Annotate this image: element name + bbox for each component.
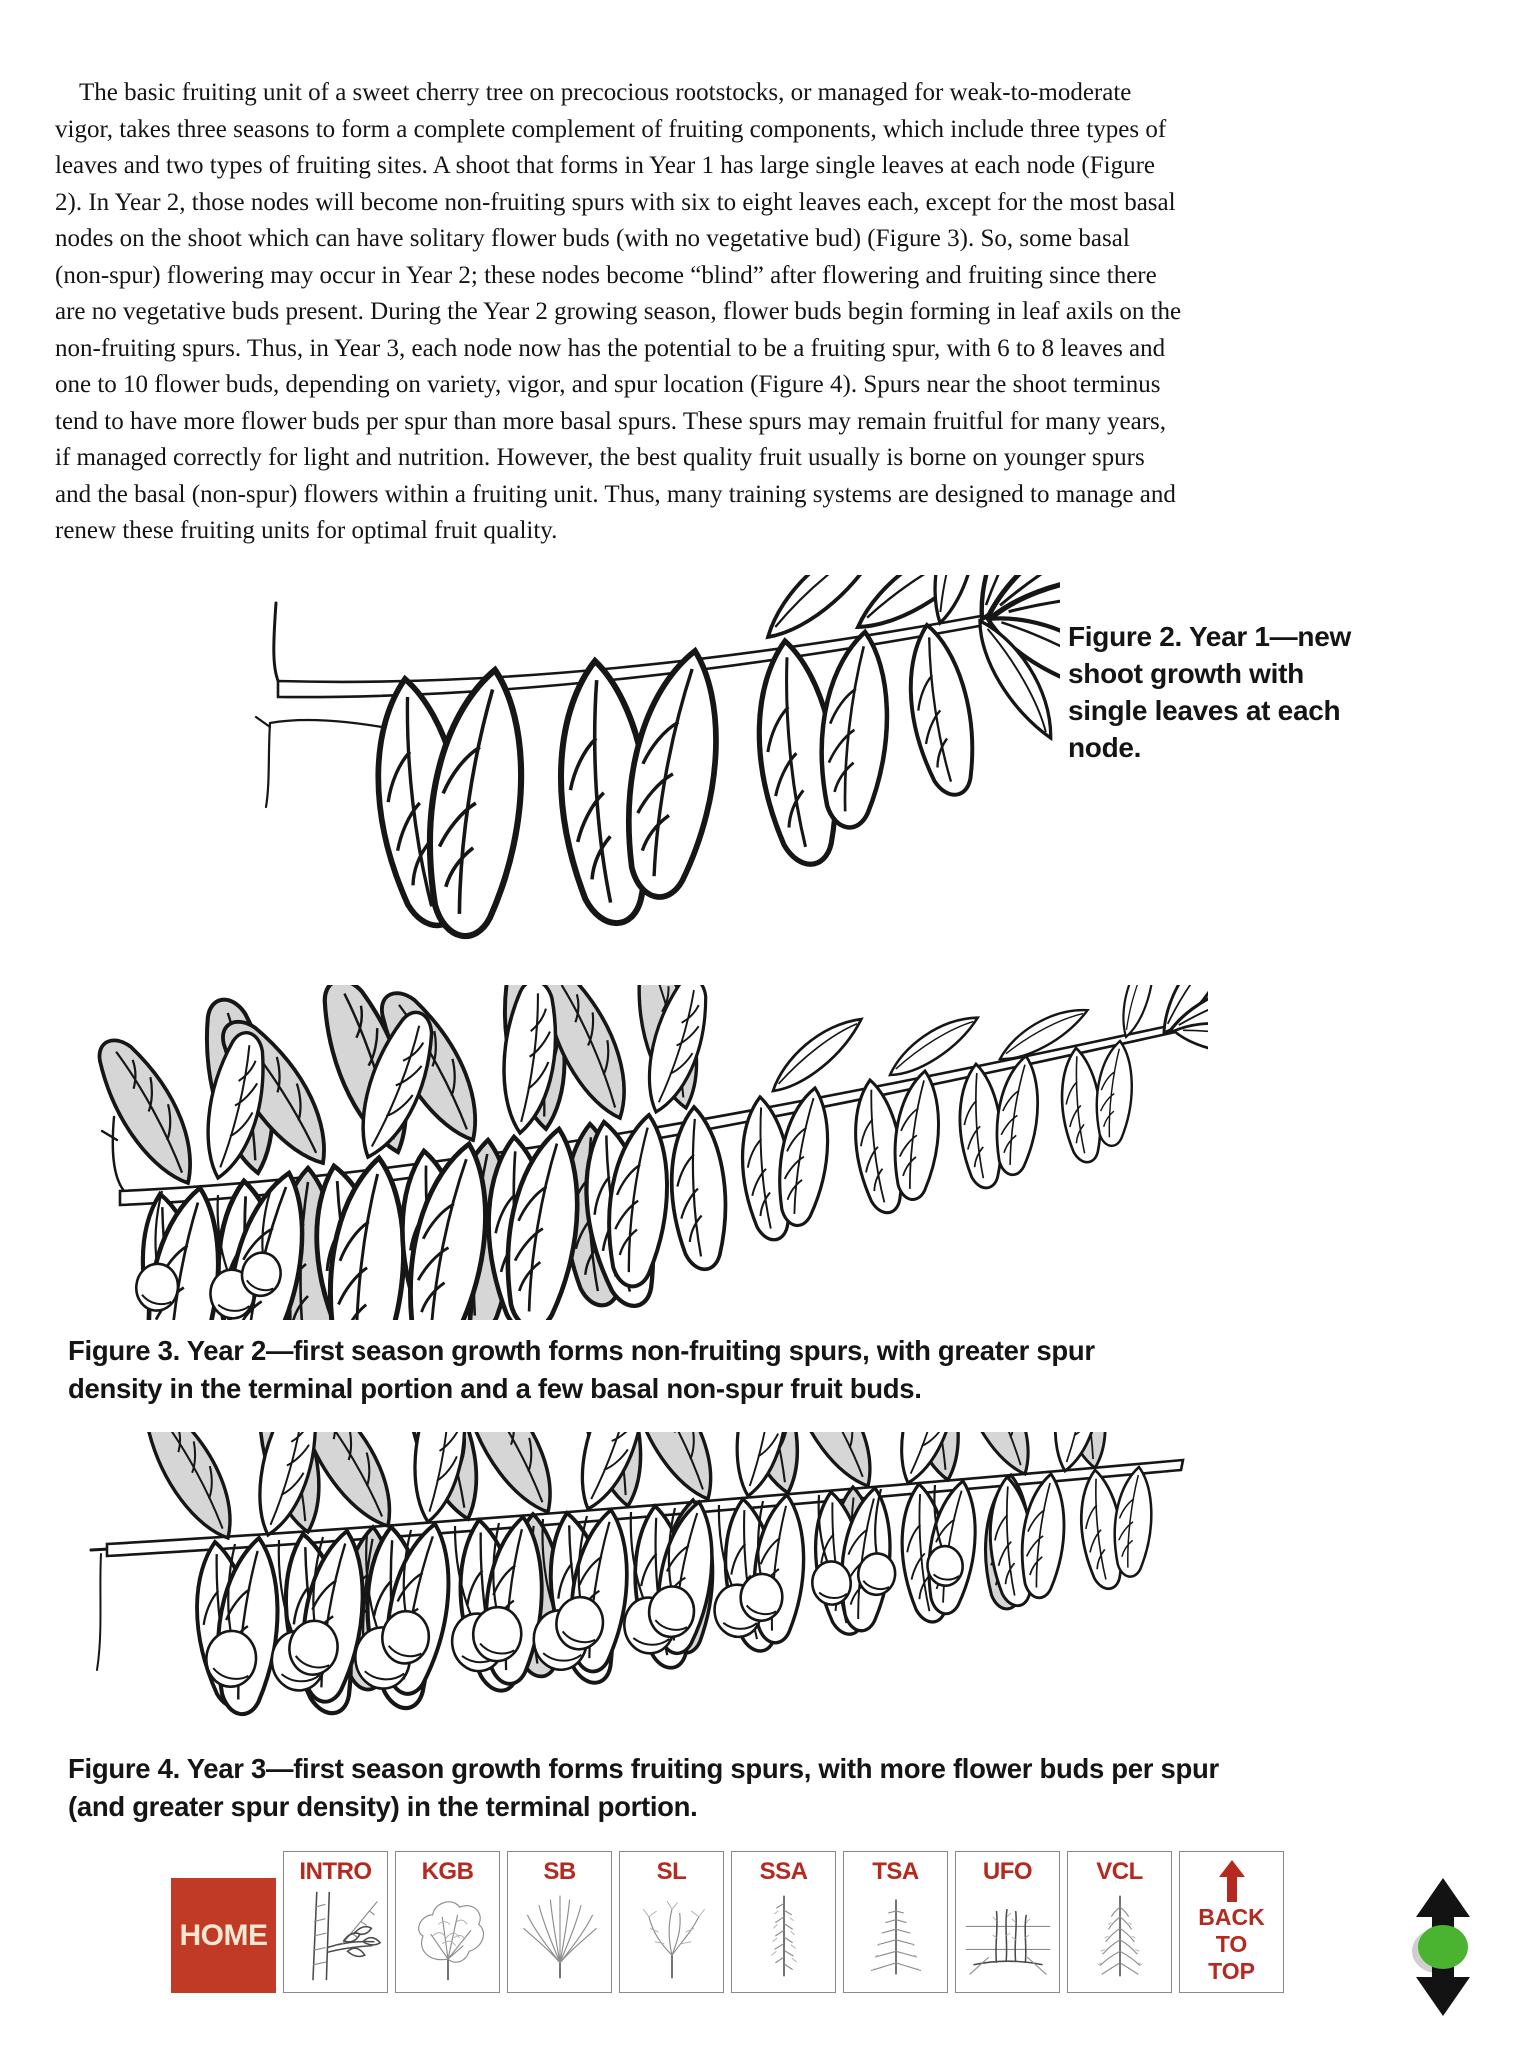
- nav-intro-label: INTRO: [299, 1858, 372, 1885]
- nav-back-to-top-button[interactable]: [1179, 1851, 1284, 1993]
- ssa-tree-icon: [736, 1886, 832, 1986]
- sb-tree-icon: [512, 1886, 608, 1986]
- figure3-year2-branch-illustration: [68, 985, 1208, 1320]
- scroll-indicator-graphic: [1393, 1872, 1493, 2022]
- figure3-caption: Figure 3. Year 2—first season growth forms non-fruiting spurs, with greater spur density in the terminal portion and a few basal non-spur fruit buds.: [68, 1335, 1095, 1404]
- nav-tsa-button[interactable]: [843, 1851, 948, 1993]
- nav-ufo-label: UFO: [982, 1858, 1033, 1885]
- nav-kgb-label: KGB: [421, 1858, 474, 1885]
- back-to-top-line3: TOP: [1208, 1958, 1255, 1984]
- nav-sl-label: SL: [656, 1858, 687, 1885]
- nav-intro-button[interactable]: [283, 1851, 388, 1993]
- back-to-top-line1: BACK: [1198, 1904, 1265, 1930]
- nav-kgb-button[interactable]: [395, 1851, 500, 1993]
- body-paragraph: The basic fruiting unit of a sweet cherry tree on precocious rootstocks, or managed for weak-to-moderate vigor, takes three seasons to form a complete complement of fruiting components, which include three types of leaves and two types of fruiting sites. A shoot that forms in Year 1 has large single leaves at each node (Figure 2). In Year 2, those nodes will become non-fruiting spurs with six to eight leaves each, except for the most basal nodes on the shoot which can have solitary flower buds (with no vegetative bud) (Figure 3). So, some basal (non-spur) flowering may occur in Year 2; these nodes become “blind” after flowering and fruiting since there are no vegetative buds present. During the Year 2 growing season, flower buds begin forming in leaf axils on the non-fruiting spurs. Thus, in Year 3, each node now has the potential to be a fruiting spur, with 6 to 8 leaves and one to 10 flower buds, depending on variety, vigor, and spur location (Figure 4). Spurs near the shoot terminus tend to have more flower buds per spur than more basal spurs. These spurs may remain fruitful for many years, if managed correctly for light and nutrition. However, the best quality fruit usually is borne on younger spurs and the basal (non-spur) flowers within a fruiting unit. Thus, many training systems are designed to manage and renew these fruiting units for optimal fruit quality.: [55, 79, 1182, 544]
- tsa-tree-icon: [848, 1886, 944, 1986]
- back-to-top-line2: TO: [1215, 1931, 1248, 1957]
- nav-home-button[interactable]: [171, 1878, 276, 1993]
- figure4-caption: Figure 4. Year 3—first season growth forms fruiting spurs, with more flower buds per spur (and greater spur density) in the terminal portion.: [68, 1753, 1219, 1822]
- nav-sb-button[interactable]: [507, 1851, 612, 1993]
- nav-sb-label: SB: [543, 1858, 576, 1885]
- figure4-year3-branch-illustration: [63, 1432, 1218, 1744]
- scroll-indicator[interactable]: [1393, 1872, 1493, 2027]
- intro-branch-icon: [288, 1886, 384, 1986]
- nav-ufo-button[interactable]: [955, 1851, 1060, 1993]
- red-up-arrow-icon: [1217, 1860, 1247, 1902]
- vcl-tree-icon: [1072, 1886, 1168, 1986]
- kgb-tree-icon: [400, 1886, 496, 1986]
- figure2-year1-shoot-illustration: [170, 575, 1060, 985]
- nav-home-label: HOME: [179, 1918, 268, 1952]
- nav-ssa-button[interactable]: [731, 1851, 836, 1993]
- nav-ssa-label: SSA: [759, 1858, 808, 1885]
- sl-tree-icon: [624, 1886, 720, 1986]
- figure2-caption: Figure 2. Year 1—new shoot growth with single leaves at each node.: [1068, 621, 1351, 763]
- nav-tsa-label: TSA: [872, 1858, 919, 1885]
- nav-vcl-button[interactable]: [1067, 1851, 1172, 1993]
- nav-sl-button[interactable]: [619, 1851, 724, 1993]
- green-dot-icon: [1418, 1925, 1468, 1969]
- ufo-tree-icon: [960, 1886, 1056, 1986]
- style-navigation-bar: [171, 1851, 1284, 1993]
- nav-vcl-label: VCL: [1096, 1858, 1143, 1885]
